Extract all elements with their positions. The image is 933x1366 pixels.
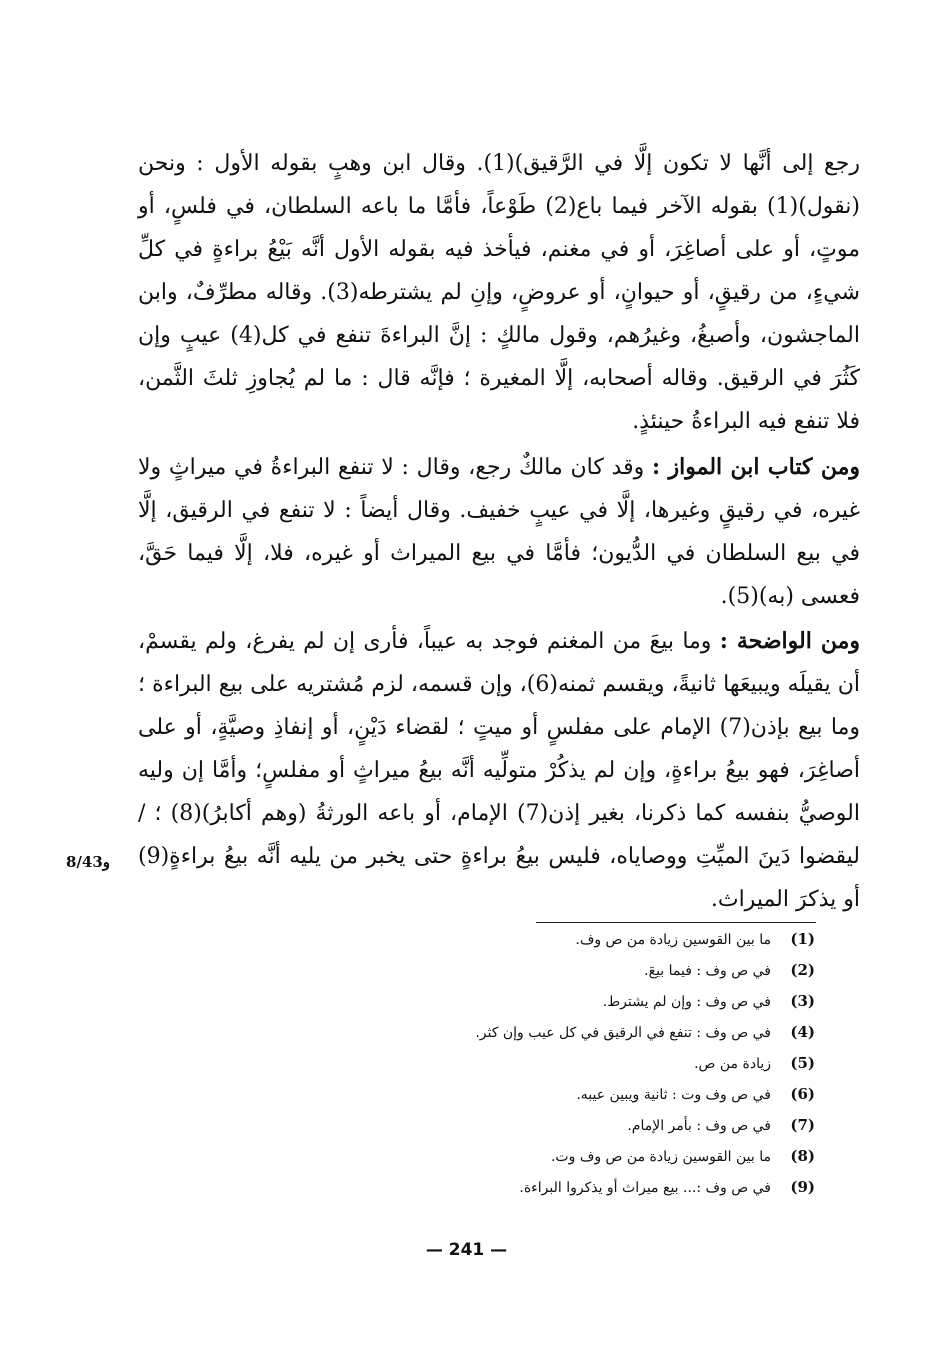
footnote-number: (2): [790, 961, 815, 979]
paragraph-text: رجع إلى أنَّها لا تكون إلَّا في الرَّقيق)(1). وقال ابن وهبٍ بقوله الأول : ونحن (نقول)(1) بقوله الآخر فيما باع(2) طَوْعاً، فأمَّا ما باعه السلطان، في فلسٍ، أو موتٍ، أو على أصاغِرَ، أو في مغنم، فيأخذ فيه بقوله الأول أنَّه بَيْعُ براءةٍ في كلِّ شيءٍ، من رقيقٍ، أو حيوانٍ، أو عروضٍ، وإنِ لم يشترطه(3). وقاله مطرِّفٌ، وابن الماجشون، وأصبغُ، وغيرُهم، وقول مالكٍ : إنَّ البراءةَ تنفع في كل(4) عيبٍ وإن كَثُرَ في الرقيق. وقاله أصحابه، إلَّا المغيرة ؛ فإنَّه قال : ما لم يُجاوزِ ثلثَ الثَّمن، فلا تنفع فيه البراءةُ حينئذٍ.: [138, 151, 861, 434]
footnote-text: زيادة من ص.: [694, 1056, 771, 1072]
paragraph-text: وما بيعَ من المغنم فوجد به عيباً، فأرى إن لم يفرغ، ولم يقسمْ، أن يقيلَه ويبيعَها ثانيةً، ويقسم ثمنه(6)، وإن قسمه، لزم مُشتريه على بيع البراءة ؛ وما بيع بإذن(7) الإمام على مفلسٍ أو ميتٍ ؛ لقضاء دَيْنٍ، أو إنفاذِ وصيَّةٍ، أو على أصاغِرَ، فهو بيعُ براءةٍ، وإن لم يذكُرْ متولِّيه أنَّه بيعُ ميراثٍ أو مفلسٍ؛ وأمَّا إن وليه الوصيُّ بنفسه كما ذكرنا، بغير إذن(7) الإمام، أو باعه الورثةُ (وهم أكابرُ)(8) ؛ / ليقضوا دَينَ الميِّتِ ووصاياه، فليس بيعُ براءةٍ حتى يخبر من يليه أنَّه بيعُ براءةٍ(9) أو يذكرَ الميراث.: [138, 629, 861, 912]
footnote: [380, 1023, 815, 1054]
footnote: [380, 1147, 815, 1178]
footnote-number: (5): [790, 1054, 815, 1072]
footnote-number: (3): [790, 992, 815, 1010]
footnotes: [380, 930, 815, 1209]
footnote: [380, 1116, 815, 1147]
paragraph-3: [138, 620, 860, 921]
footnote: [380, 1178, 815, 1209]
footnote: [380, 930, 815, 961]
footnote-text: في ص وف : تنفع في الرقيق في كل عيب وإن كثر.: [475, 1025, 771, 1041]
paragraph-lead: ومن كتاب ابن المواز :: [651, 454, 861, 480]
paragraph-1: [138, 142, 860, 443]
footnote-text: ما بين القوسين زيادة من ص وف وت.: [550, 1149, 771, 1165]
footnote: [380, 992, 815, 1023]
paragraph-2: [138, 446, 860, 618]
footnote: [380, 1085, 815, 1116]
footnote-number: (6): [790, 1085, 815, 1103]
footnote-text: ما بين القوسين زيادة من ص وف.: [575, 932, 771, 948]
footnote-number: (1): [790, 930, 815, 948]
footnote-number: (8): [790, 1147, 815, 1165]
manuscript-folio-note: 8/43و: [66, 853, 111, 871]
footnote-separator: [536, 922, 816, 923]
footnote-number: (7): [790, 1116, 815, 1134]
footnote-text: في ص وف : وإن لم يشترط.: [602, 994, 771, 1010]
page-number: — 241 —: [425, 1240, 508, 1260]
footnote: [380, 961, 815, 992]
paragraph-text: وقد كان مالكٌ رجع، وقال : لا تنفع البراءةُ في ميراثٍ ولا غيره، في رقيقٍ وغيرها، إلَّا في عيبٍ خفيف. وقال أيضاً : لا تنفع في الرقيق، إلَّا في بيع السلطان في الدُّيون؛ فأمَّا في بيع الميراث أو غيره، فلا، إلَّا فيما حَقَّ، فعسى (به)(5).: [138, 455, 860, 609]
footnote-number: (9): [790, 1178, 815, 1196]
footnote-text: في ص وف :... بيع ميراث أو يذكروا البراءة.: [519, 1180, 771, 1196]
footnote-text: في ص وف وت : ثانية ويبين عيبه.: [576, 1087, 771, 1103]
footnote-text: في ص وف : فيما بيعَ.: [644, 963, 771, 979]
footnote: [380, 1054, 815, 1085]
footnote-text: في ص وف : بأمر الإمام.: [627, 1118, 771, 1134]
footnote-number: (4): [790, 1023, 815, 1041]
paragraph-lead: ومن الواضحة :: [719, 628, 860, 654]
